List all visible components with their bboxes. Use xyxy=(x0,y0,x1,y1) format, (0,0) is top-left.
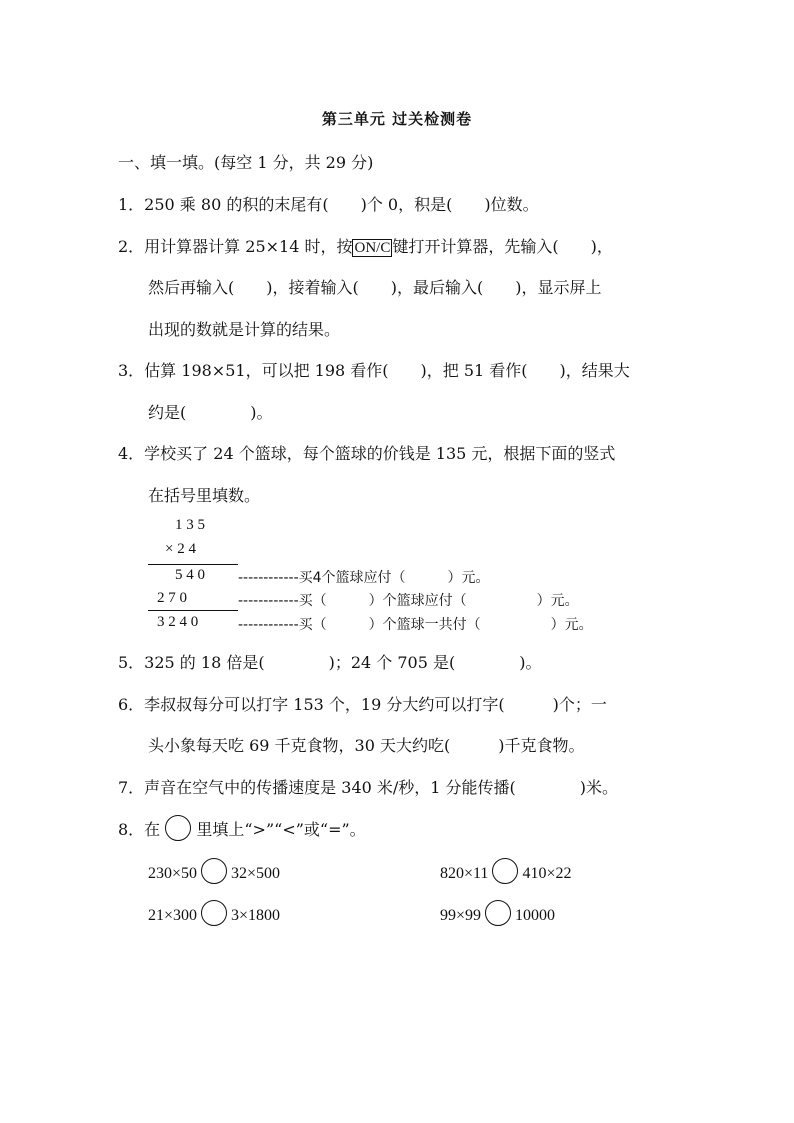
question-2-text-b: 键打开计算器，先输入( )， xyxy=(392,237,613,256)
question-1: 1．250 乘 80 的积的末尾有( )个 0，积是( )位数。 xyxy=(118,195,539,214)
question-2-line-2: 然后再输入( )，接着输入( )，最后输入( )，显示屏上 xyxy=(148,278,602,297)
compare-item xyxy=(440,900,555,926)
calc-note-1: ------------买4个篮球应付（ ）元。 xyxy=(238,570,490,586)
compare-right: 32×500 xyxy=(231,865,281,882)
question-2-line-3: 出现的数就是计算的结果。 xyxy=(148,320,341,339)
question-4-line-2: 在括号里填数。 xyxy=(148,486,261,505)
compare-item xyxy=(148,900,280,926)
calc-note-2: ------------买（ ）个篮球应付（ ）元。 xyxy=(238,593,579,609)
page-title: 第三单元 过关检测卷 xyxy=(321,110,473,128)
compare-item xyxy=(440,858,571,884)
compare-circle-icon xyxy=(165,815,191,841)
question-8-text-b: 里填上“>”“<”或“=”。 xyxy=(196,820,366,839)
vertical-calc-row-3: 5 4 0 xyxy=(175,567,205,583)
question-8-header xyxy=(118,815,366,841)
vertical-calc-row-5: 3 2 4 0 xyxy=(157,614,199,630)
compare-circle-icon[interactable] xyxy=(492,858,518,884)
compare-circle-icon[interactable] xyxy=(201,858,227,884)
calc-note-3: ------------买（ ）个篮球一共付（ ）元。 xyxy=(238,617,593,633)
compare-left: 99×99 xyxy=(440,907,482,924)
question-3-line-1: 3．估算 198×51，可以把 198 看作( )，把 51 看作( )，结果大 xyxy=(118,361,630,380)
vertical-calc-row-1: 1 3 5 xyxy=(175,517,205,533)
compare-left: 230×50 xyxy=(148,865,198,882)
question-2-text-a: 2．用计算器计算 25×14 时，按 xyxy=(118,237,353,256)
compare-left: 820×11 xyxy=(440,865,489,882)
section-heading: 一、填一填。(每空 1 分，共 29 分) xyxy=(118,153,374,172)
vertical-calc-row-4: 2 7 0 xyxy=(157,590,187,606)
on-c-key: ON/C xyxy=(354,240,391,256)
question-3-line-2: 约是( )。 xyxy=(148,403,273,422)
question-8-text-a: 8．在 xyxy=(118,820,161,839)
question-6-line-1: 6．李叔叔每分可以打字 153 个，19 分大约可以打字( )个；一 xyxy=(118,695,607,714)
compare-right: 10000 xyxy=(515,907,556,924)
compare-circle-icon[interactable] xyxy=(201,900,227,926)
calc-rule-1 xyxy=(148,564,238,565)
compare-right: 3×1800 xyxy=(231,907,281,924)
compare-item xyxy=(148,858,280,884)
question-2-line-1 xyxy=(118,234,613,257)
question-5: 5．325 的 18 倍是( )；24 个 705 是( )。 xyxy=(118,653,542,672)
question-6-line-2: 头小象每天吃 69 千克食物，30 天大约吃( )千克食物。 xyxy=(148,736,585,755)
compare-right: 410×22 xyxy=(522,865,572,882)
calc-rule-2 xyxy=(148,610,238,611)
compare-circle-icon[interactable] xyxy=(485,900,511,926)
question-7: 7．声音在空气中的传播速度是 340 米/秒，1 分能传播( )米。 xyxy=(118,778,619,797)
vertical-calc-row-2: × 2 4 xyxy=(165,541,196,557)
question-4-line-1: 4．学校买了 24 个篮球，每个篮球的价钱是 135 元，根据下面的竖式 xyxy=(118,444,616,463)
compare-left: 21×300 xyxy=(148,907,198,924)
